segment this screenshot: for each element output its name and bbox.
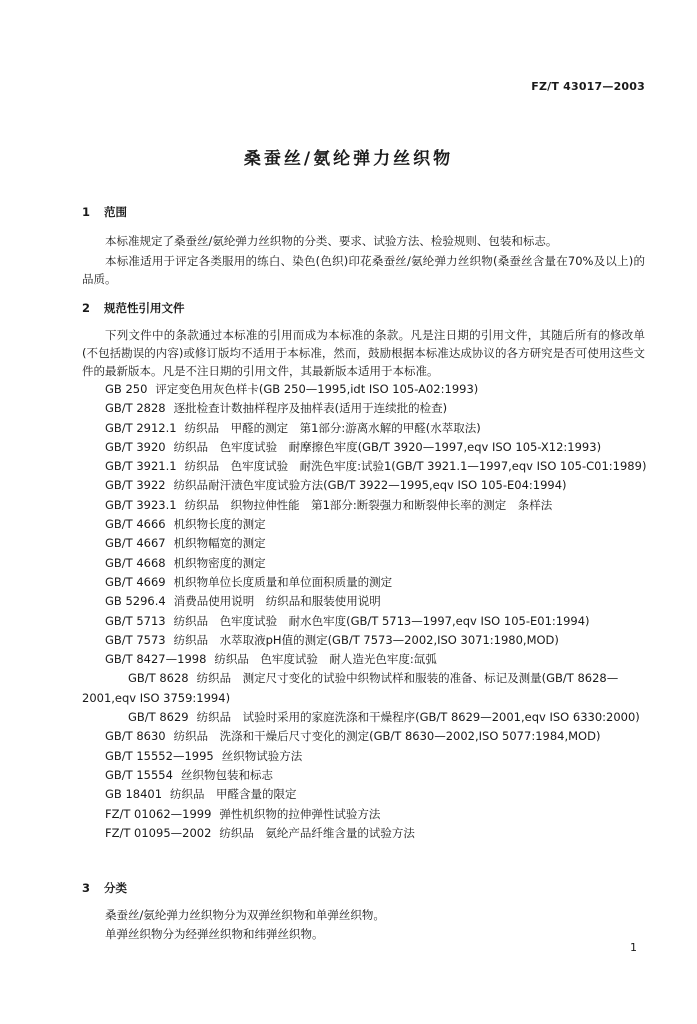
reference-item: [82, 805, 647, 824]
section-3-paragraph-2: 单弹丝织物分为经弹丝织物和纬弹丝织物。: [105, 927, 324, 941]
section-1-paragraph-1: 本标准规定了桑蚕丝/氨纶弹力丝织物的分类、要求、试验方法、检验规则、包装和标志。: [105, 234, 558, 248]
reference-item: [82, 534, 647, 553]
reference-item: [82, 496, 647, 515]
document-title: 桑蚕丝/氨纶弹力丝织物: [243, 149, 454, 169]
reference-title: 机织物单位长度质量和单位面积质量的测定: [173, 574, 393, 589]
reference-item: [82, 747, 647, 766]
reference-code: GB/T 4669: [105, 574, 166, 589]
reference-list: [82, 380, 647, 843]
reference-item: [82, 554, 647, 573]
section-1-paragraph-2: 本标准适用于评定各类服用的练白、染色(色织)印花桑蚕丝/氨纶弹力丝织物(桑蚕丝含量在70%及以上)的品质。: [82, 254, 645, 286]
section-3-paragraph-1: 桑蚕丝/氨纶弹力丝织物分为双弹丝织物和单弹丝织物。: [105, 908, 385, 922]
reference-title: 弹性机织物的拉伸弹性试验方法: [219, 806, 381, 821]
reference-code: GB/T 8629: [128, 710, 189, 725]
reference-code: FZ/T 01095—2002: [105, 825, 212, 840]
reference-item: [82, 708, 647, 727]
page-number: 1: [630, 941, 637, 954]
reference-item: [82, 419, 647, 438]
reference-code: GB/T 4667: [105, 536, 166, 551]
reference-code: GB/T 3922: [105, 478, 166, 493]
reference-code: GB/T 2912.1: [105, 420, 177, 435]
reference-title: 纺织品 试验时采用的家庭洗涤和干燥程序(GB/T 8629—2001,eqv ISO 6330:2000): [196, 710, 640, 725]
reference-item: [82, 515, 647, 534]
reference-item: [82, 380, 647, 399]
reference-code: GB/T 8427—1998: [105, 652, 207, 667]
reference-item: [82, 399, 647, 418]
section-2-paragraph-1: 下列文件中的条款通过本标准的引用而成为本标准的条款。凡是注日期的引用文件，其随后所有的修改单(不包括勘误的内容)或修订版均不适用于本标准，然而，鼓励根据本标准达成协议的各方研究是否可使用这些文件的最新版本。凡是不注日期的引用文件，其最新版本适用于本标准。: [82, 328, 645, 378]
reference-item: [82, 573, 647, 592]
section-number: 3: [82, 881, 91, 895]
reference-code: GB 250: [105, 382, 148, 396]
reference-item: [82, 766, 647, 785]
reference-code: GB/T 8628: [128, 671, 189, 686]
reference-code: FZ/T 01062—1999: [105, 806, 212, 821]
standard-number: FZ/T 43017—2003: [531, 80, 645, 93]
reference-title: 评定变色用灰色样卡(GB 250—1995,idt ISO 105-A02:1993): [155, 382, 479, 396]
reference-item: [82, 476, 647, 495]
reference-title: 纺织品 色牢度试验 耐洗色牢度:试验1(GB/T 3921.1—1997,eqv ISO 105-C01:1989): [184, 459, 647, 474]
section-number: 2: [82, 301, 91, 315]
section-1-heading: [82, 204, 127, 220]
reference-item: [82, 592, 647, 611]
reference-code: GB/T 8630: [105, 729, 166, 744]
section-2-heading: [82, 300, 185, 316]
reference-item: [82, 631, 647, 650]
reference-code: GB/T 4668: [105, 555, 166, 570]
reference-title: 纺织品 甲醛的测定 第1部分:游离水解的甲醛(水萃取法): [184, 420, 481, 435]
section-title: 分类: [104, 881, 127, 895]
reference-item: [82, 650, 647, 669]
reference-title: 逐批检查计数抽样程序及抽样表(适用于连续批的检查): [173, 401, 448, 416]
section-title: 规范性引用文件: [104, 301, 185, 315]
reference-title: 纺织品 洗涤和干燥后尺寸变化的测定(GB/T 8630—2002,ISO 5077:1984,MOD): [173, 729, 601, 744]
reference-code: GB 18401: [105, 787, 163, 802]
reference-item: [82, 438, 647, 457]
reference-title: 纺织品 氨纶产品纤维含量的试验方法: [219, 825, 415, 840]
reference-title: 纺织品 测定尺寸变化的试验中织物试样和服装的准备、标记及测量(GB/T 8628—2001,eqv ISO 3759:1994): [82, 671, 619, 705]
reference-code: GB/T 15554: [105, 767, 173, 782]
reference-code: GB/T 3921.1: [105, 459, 177, 474]
reference-item: [82, 669, 647, 708]
reference-title: 丝织物试验方法: [221, 748, 303, 763]
reference-title: 纺织品 色牢度试验 耐水色牢度(GB/T 5713—1997,eqv ISO 105-E01:1994): [173, 613, 590, 628]
reference-item: [82, 457, 647, 476]
reference-code: GB/T 7573: [105, 632, 166, 647]
reference-item: [82, 612, 647, 631]
section-3-heading: [82, 880, 127, 896]
reference-code: GB/T 5713: [105, 613, 166, 628]
reference-item: [82, 824, 647, 843]
reference-code: GB/T 15552—1995: [105, 748, 214, 763]
reference-title: 机织物长度的测定: [173, 517, 266, 532]
reference-title: 机织物幅宽的测定: [173, 536, 266, 551]
section-title: 范围: [104, 205, 127, 219]
reference-title: 纺织品耐汗渍色牢度试验方法(GB/T 3922—1995,eqv ISO 105-E04:1994): [173, 478, 567, 493]
reference-item: [82, 785, 647, 804]
reference-code: GB/T 3923.1: [105, 497, 177, 512]
section-number: 1: [82, 205, 91, 219]
reference-title: 机织物密度的测定: [173, 555, 266, 570]
reference-code: GB/T 2828: [105, 401, 166, 416]
reference-title: 消费品使用说明 纺织品和服装使用说明: [173, 594, 381, 609]
reference-item: [82, 727, 647, 746]
reference-title: 纺织品 色牢度试验 耐人造光色牢度:氙弧: [214, 652, 437, 667]
reference-code: GB/T 4666: [105, 517, 166, 532]
reference-title: 丝织物包装和标志: [180, 767, 273, 782]
reference-title: 纺织品 水萃取液pH值的测定(GB/T 7573—2002,ISO 3071:1980,MOD): [173, 632, 559, 647]
reference-code: GB/T 3920: [105, 439, 166, 454]
reference-code: GB 5296.4: [105, 594, 166, 609]
reference-title: 纺织品 色牢度试验 耐摩擦色牢度(GB/T 3920—1997,eqv ISO 105-X12:1993): [173, 439, 602, 454]
reference-title: 纺织品 织物拉伸性能 第1部分:断裂强力和断裂伸长率的测定 条样法: [184, 497, 553, 512]
reference-title: 纺织品 甲醛含量的限定: [170, 787, 297, 802]
